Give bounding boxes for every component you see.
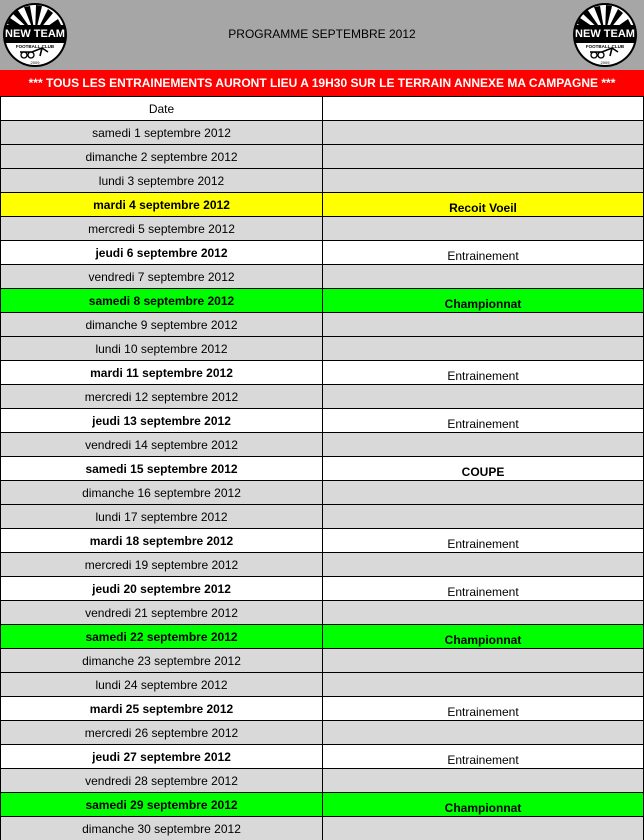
column-header-date: Date	[0, 96, 322, 120]
event-cell: Championnat	[322, 792, 644, 816]
event-cell	[322, 144, 644, 168]
event-cell	[322, 384, 644, 408]
logo-year: 2009	[30, 60, 40, 65]
date-cell: vendredi 14 septembre 2012	[0, 432, 322, 456]
event-cell	[322, 768, 644, 792]
logo-main-text: NEW TEAM	[575, 28, 635, 40]
event-cell: Entrainement	[322, 240, 644, 264]
table-row	[0, 504, 644, 528]
table-header-row	[0, 96, 644, 120]
event-cell: Entrainement	[322, 528, 644, 552]
date-cell: dimanche 9 septembre 2012	[0, 312, 322, 336]
event-cell: Entrainement	[322, 744, 644, 768]
event-cell	[322, 648, 644, 672]
table-row	[0, 384, 644, 408]
date-cell: jeudi 20 septembre 2012	[0, 576, 322, 600]
date-cell: lundi 3 septembre 2012	[0, 168, 322, 192]
date-cell: samedi 29 septembre 2012	[0, 792, 322, 816]
event-cell: Entrainement	[322, 360, 644, 384]
date-cell: jeudi 27 septembre 2012	[0, 744, 322, 768]
date-cell: mardi 18 septembre 2012	[0, 528, 322, 552]
date-cell: mardi 11 septembre 2012	[0, 360, 322, 384]
table-row	[0, 312, 644, 336]
event-cell	[322, 552, 644, 576]
table-row	[0, 360, 644, 384]
event-cell	[322, 168, 644, 192]
table-row	[0, 720, 644, 744]
event-cell	[322, 312, 644, 336]
logo-sub-text: FOOTBALL CLUB	[15, 44, 55, 49]
event-cell: COUPE	[322, 456, 644, 480]
training-info-banner: *** TOUS LES ENTRAINEMENTS AURONT LIEU A 19H30 SUR LE TERRAIN ANNEXE MA CAMPAGNE ***	[0, 70, 644, 96]
event-cell	[322, 600, 644, 624]
date-cell: dimanche 23 septembre 2012	[0, 648, 322, 672]
date-cell: samedi 8 septembre 2012	[0, 288, 322, 312]
date-cell: samedi 1 septembre 2012	[0, 120, 322, 144]
date-cell: jeudi 13 septembre 2012	[0, 408, 322, 432]
table-row	[0, 744, 644, 768]
table-row	[0, 672, 644, 696]
date-cell: samedi 15 septembre 2012	[0, 456, 322, 480]
table-row	[0, 168, 644, 192]
logo-year: 2009	[600, 60, 610, 65]
logo-sub-text: FOOTBALL CLUB	[585, 44, 625, 49]
date-cell: vendredi 28 septembre 2012	[0, 768, 322, 792]
page-title: PROGRAMME SEPTEMBRE 2012	[228, 27, 416, 41]
date-cell: mercredi 26 septembre 2012	[0, 720, 322, 744]
column-header-event	[322, 96, 644, 120]
date-cell: lundi 10 septembre 2012	[0, 336, 322, 360]
table-row	[0, 696, 644, 720]
table-row	[0, 432, 644, 456]
date-cell: mardi 25 septembre 2012	[0, 696, 322, 720]
event-cell	[322, 216, 644, 240]
date-cell: dimanche 2 septembre 2012	[0, 144, 322, 168]
club-logo	[2, 2, 68, 68]
page-header	[0, 0, 644, 70]
date-cell: samedi 22 septembre 2012	[0, 624, 322, 648]
event-cell	[322, 720, 644, 744]
date-cell: lundi 24 septembre 2012	[0, 672, 322, 696]
event-cell	[322, 480, 644, 504]
table-row	[0, 624, 644, 648]
event-cell: Entrainement	[322, 408, 644, 432]
date-cell: jeudi 6 septembre 2012	[0, 240, 322, 264]
club-logo-right	[572, 2, 638, 68]
table-row	[0, 240, 644, 264]
event-cell	[322, 432, 644, 456]
table-row	[0, 120, 644, 144]
table-row	[0, 648, 644, 672]
event-cell	[322, 672, 644, 696]
table-row	[0, 792, 644, 816]
table-row	[0, 816, 644, 840]
table-row	[0, 480, 644, 504]
table-row	[0, 768, 644, 792]
date-cell: mercredi 12 septembre 2012	[0, 384, 322, 408]
table-row	[0, 192, 644, 216]
date-cell: vendredi 21 septembre 2012	[0, 600, 322, 624]
table-row	[0, 600, 644, 624]
schedule-table	[0, 96, 644, 840]
event-cell	[322, 816, 644, 840]
table-row	[0, 408, 644, 432]
table-row	[0, 264, 644, 288]
table-row	[0, 144, 644, 168]
event-cell	[322, 264, 644, 288]
event-cell: Entrainement	[322, 696, 644, 720]
date-cell: dimanche 30 septembre 2012	[0, 816, 322, 840]
table-row	[0, 456, 644, 480]
table-row	[0, 552, 644, 576]
event-cell: Championnat	[322, 288, 644, 312]
table-row	[0, 528, 644, 552]
table-row	[0, 216, 644, 240]
event-cell	[322, 336, 644, 360]
date-cell: dimanche 16 septembre 2012	[0, 480, 322, 504]
event-cell: Recoit Voeil	[322, 192, 644, 216]
event-cell	[322, 504, 644, 528]
date-cell: mercredi 19 septembre 2012	[0, 552, 322, 576]
event-cell: Championnat	[322, 624, 644, 648]
table-row	[0, 288, 644, 312]
event-cell	[322, 120, 644, 144]
table-row	[0, 336, 644, 360]
event-cell: Entrainement	[322, 576, 644, 600]
date-cell: vendredi 7 septembre 2012	[0, 264, 322, 288]
date-cell: mardi 4 septembre 2012	[0, 192, 322, 216]
date-cell: mercredi 5 septembre 2012	[0, 216, 322, 240]
table-row	[0, 576, 644, 600]
date-cell: lundi 17 septembre 2012	[0, 504, 322, 528]
logo-main-text: NEW TEAM	[5, 28, 65, 40]
